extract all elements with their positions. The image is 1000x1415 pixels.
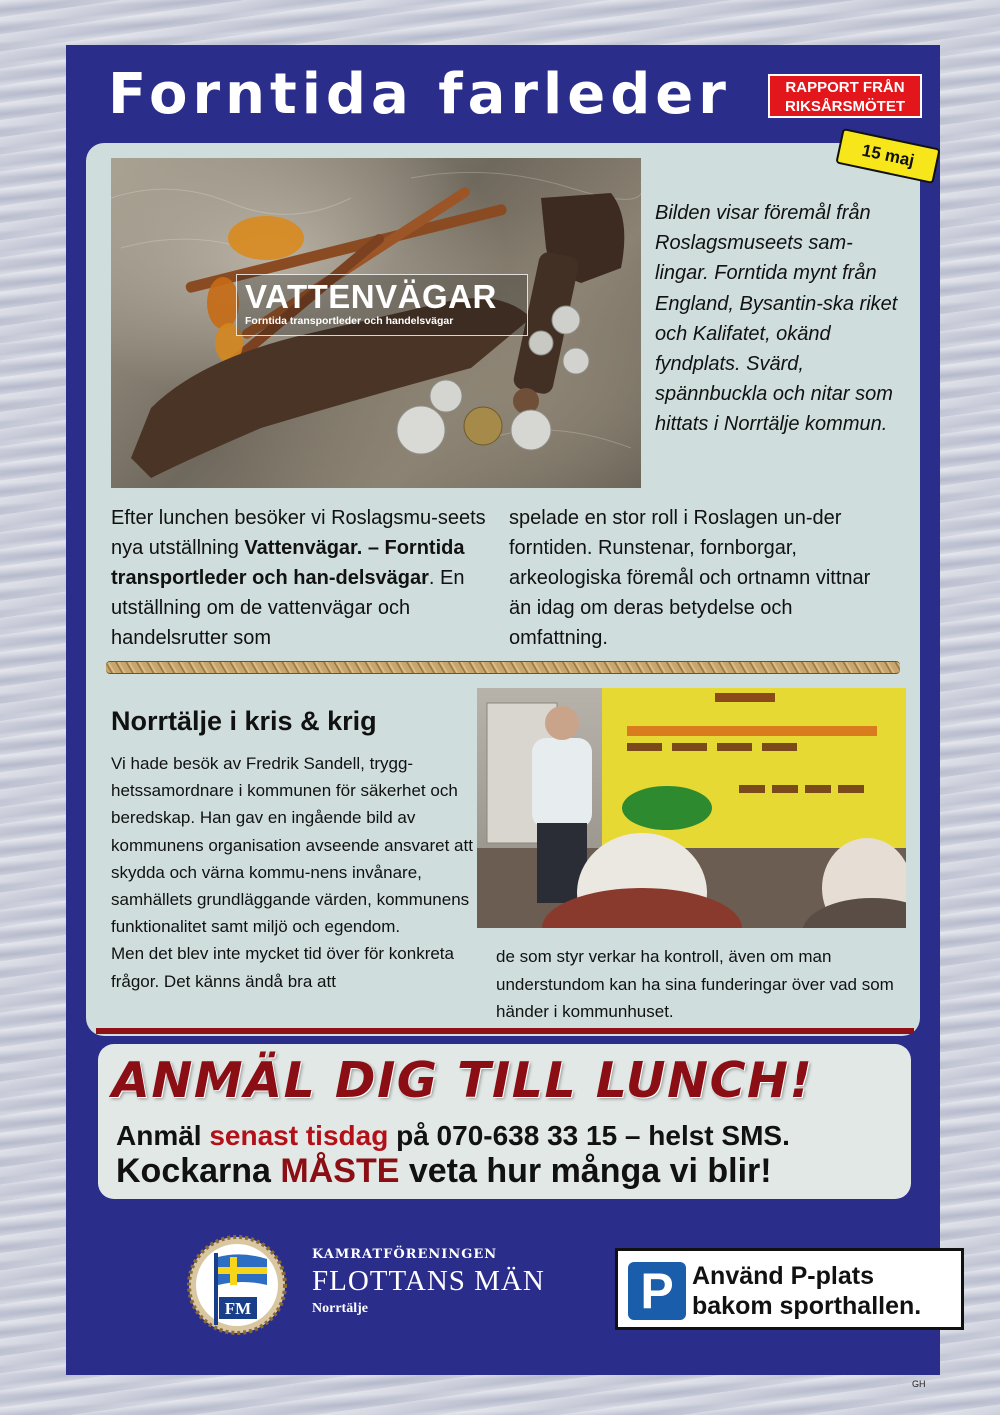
coin xyxy=(552,306,580,334)
exhibition-label-subtitle: Forntida transportleder och handelsvägar xyxy=(245,315,454,327)
lunch-deadline: senast tisdag xyxy=(209,1120,389,1151)
photo-caption: Bilden visar föremål från Roslagsmuseets sam-lingar. Forntida mynt från England, Bysantin-ska riket och Kalifatet, okänd fyndplats. Svärd, spännbuckla och nitar som hittats i Norrtälje kommun. xyxy=(655,202,898,436)
lunch-line1-a: Anmäl xyxy=(116,1120,210,1151)
club-logo xyxy=(187,1235,287,1335)
kris-text-left xyxy=(111,750,483,995)
chart-box xyxy=(627,743,662,751)
museum-text-bold: Vattenvägar. – Forntida transportleder och han-delsvägar xyxy=(111,537,465,589)
parking-line1: Använd P-plats xyxy=(692,1262,874,1290)
amber-piece xyxy=(228,216,304,260)
kris-text-paragraph1: Vi hade besök av Fredrik Sandell, trygg-hetssamordnare i kommunen för säkerhet och beredskap. Han gav en ingående bild av kommunens organisation avseende ansvaret att skydda och värna kommu-nens invånare, samhällets grundläggande värden, kommunens funktionalitet samt miljö och egendom. xyxy=(111,754,473,937)
chart-ellipse xyxy=(622,786,712,830)
chart-box xyxy=(805,785,831,793)
presenter-head xyxy=(545,706,579,740)
chart-box xyxy=(772,785,798,793)
museum-artifacts-photo xyxy=(111,158,641,488)
lunch-line2-b: veta hur många vi blir! xyxy=(399,1152,772,1190)
rope-divider xyxy=(106,661,900,674)
lunch-signup-line xyxy=(116,1120,790,1152)
page-title: Forntida farleder xyxy=(108,62,731,127)
logo-letters: FM xyxy=(224,1299,252,1318)
flag-logo-icon xyxy=(187,1235,287,1335)
section-heading-kris: Norrtälje i kris & krig xyxy=(111,706,377,736)
presentation-photo xyxy=(477,688,906,928)
chart-box xyxy=(838,785,864,793)
lunch-line2-a: Kockarna xyxy=(116,1152,281,1190)
parking-line2: bakom sporthallen. xyxy=(692,1292,922,1320)
chart-box xyxy=(672,743,707,751)
presenter-body xyxy=(532,738,592,828)
chart-box xyxy=(715,693,775,702)
amber-piece xyxy=(207,277,239,329)
red-divider xyxy=(96,1028,914,1034)
author-credit: GH xyxy=(912,1379,926,1389)
parking-icon: P xyxy=(628,1262,686,1320)
presentation-illustration xyxy=(477,688,906,928)
lunch-must: MÅSTE xyxy=(280,1152,400,1190)
parking-text xyxy=(692,1261,962,1321)
chart-box xyxy=(762,743,797,751)
report-badge-line2: RIKSÅRSMÖTET xyxy=(785,98,905,115)
coin xyxy=(464,407,502,445)
coin xyxy=(511,410,551,450)
lunch-cooks-line xyxy=(116,1152,772,1191)
chart-box xyxy=(717,743,752,751)
report-badge-line1: RAPPORT FRÅN xyxy=(785,79,905,96)
coin xyxy=(563,348,589,374)
club-city: Norrtälje xyxy=(312,1301,368,1316)
museum-text-part2: . En utställning om de vattenvägar och handelsrutter som xyxy=(111,567,465,649)
chart-box xyxy=(739,785,765,793)
chart-box xyxy=(627,726,877,736)
lunch-heading: ANMÄL DIG TILL LUNCH! xyxy=(112,1052,814,1109)
kris-text-right: de som styr verkar ha kontroll, även om man understundom kan ha sina funderingar över vad som händer i kommunhuset. xyxy=(496,947,894,1021)
museum-text-part1: Efter lunchen besöker vi Roslagsmu-seets nya utställning xyxy=(111,507,486,559)
kris-text-paragraph2: Men det blev inte mycket tid över för konkreta frågor. Det känns ändå bra att xyxy=(111,944,454,991)
coin xyxy=(430,380,462,412)
date-tag: 15 maj xyxy=(835,128,940,184)
club-label: KAMRATFÖRENINGEN xyxy=(312,1247,498,1262)
parking-notice xyxy=(615,1248,964,1330)
club-name: FLOTTANS MÄN xyxy=(312,1265,545,1297)
report-badge xyxy=(768,74,922,118)
museum-text-right: spelade en stor roll i Roslagen un-der forntiden. Runstenar, fornborgar, arkeologiska föremål och ortnamn vittnar än idag om deras betydelse och omfattning. xyxy=(509,507,871,649)
lunch-line1-b: på 070-638 33 15 – helst SMS. xyxy=(388,1120,790,1151)
exhibition-label-title: VATTENVÄGAR xyxy=(245,278,497,315)
coin xyxy=(397,406,445,454)
museum-text-left xyxy=(111,503,489,653)
exhibition-label xyxy=(236,274,528,336)
coin xyxy=(529,331,553,355)
